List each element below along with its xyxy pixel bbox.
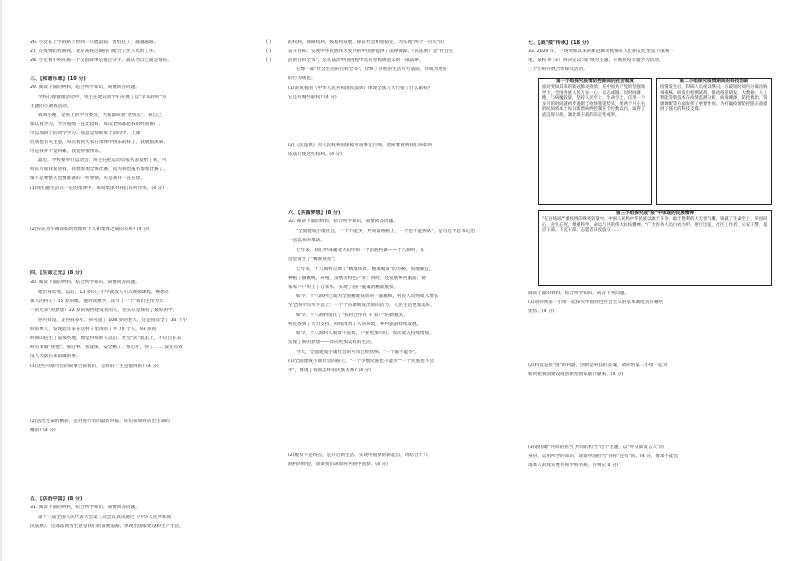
column-left bbox=[30, 0, 275, 561]
passage-line: "全面建成小康社会，一个不能少，共同富裕路上，一个也不能掉队"，是习近平总书记治 bbox=[296, 229, 475, 234]
passage-line: 他出身贫寒，以后，13 岁的三小学就没人引入视频课程，畅想在 bbox=[38, 290, 170, 295]
passage-line: 如今，十八洞村已成为全国精准扶贫的一面旗帜，村民人均纯收入增长 bbox=[296, 294, 439, 299]
passage-line: 奋斗目标、实现中华民族伟大复兴的中国梦提供了法律保障。《民法典》是"社会生 bbox=[288, 49, 454, 54]
passage-line: 七年来，十八洞村贯彻了"精准扶贫、精准脱贫"的方略，因地制宜， bbox=[296, 267, 434, 272]
passage-line: 没人大都后来前做的事。 bbox=[30, 354, 81, 359]
passage-line: 三个小组开展合作探究活动。 bbox=[528, 67, 588, 72]
section-4-title: 四、【生命之光】(8 分) bbox=[30, 270, 83, 276]
question-33-3-cont: 身份，运用所学的知识，谈谈中国担当"你你"还有"的。(4 分，要求不能出 bbox=[528, 454, 679, 459]
passage-line: 笔。某校 9（1）班决定以"战"疫为主题，开展抗疫专题学习活动， bbox=[528, 58, 664, 63]
passage-line: 今天，全面建成小康社会的号角已经吹响，"一个都不能少"， bbox=[296, 350, 420, 355]
question-30-1: (1)这些可歌可泣的故事告诉我们，怎样的一生是值得的? (4 分) bbox=[30, 364, 159, 369]
group-1-box bbox=[538, 78, 652, 205]
question-28: 28. 小宏看小明在画一个又很简单是很过分手，就认为自己就是帮你。 bbox=[30, 58, 172, 63]
column-right bbox=[528, 0, 774, 561]
passage-line: 的行为规范。 bbox=[288, 76, 316, 81]
passage-line: 可是我并不觉得累，我觉得很快乐。 bbox=[30, 149, 104, 154]
question-32-2-cont: 洞村的经验，谈谈我们该如何共圆中国梦。(4 分) bbox=[288, 462, 388, 467]
question-31: 31. 阅读下面的材料，结合所学知识，简要回答问题。 bbox=[30, 505, 140, 510]
question-33-2-cont: 如何把我国建设成创新型国家献计献策。(4 分) bbox=[528, 372, 624, 377]
question-29: 29. 阅读下面的材料，结合所学知识，简要回答问题。 bbox=[30, 85, 140, 90]
question-33-2: (2)科技是抗"疫"的利器，创新是科技的灵魂，请你帮第二小组一起为 bbox=[528, 363, 668, 368]
passage-line: 你可有没，走得我多年，你可意了 108 岁的老人，还是由次全了 30 个小 bbox=[38, 318, 188, 323]
passage-line: 民法典》，这部法典为生意是我们的发展道路，体现出国家建设和生产生活。 bbox=[30, 524, 184, 529]
question-29-2: (2)你认为小刚该如何处理好个人和集体之间的关系? (4 分) bbox=[30, 227, 150, 232]
question-33-3-cont2: 现本人的真实姓名和学校名称，否则记 0 分) bbox=[528, 463, 619, 468]
passage-line: 时期山民生了道那些地，他觉得帮助人以后，社会"民"就去上，不仅自在美 bbox=[30, 336, 182, 341]
passage-line: 种植了猕猴桃、养殖、苗绣等特色产业；同时，还发展乡村旅游，使 bbox=[288, 276, 426, 281]
question-29-1: (1)我们都生活在一定的集体中，说说集体对我们有何作用。(4 分) bbox=[30, 186, 164, 191]
group-2-box bbox=[656, 78, 772, 205]
column-middle bbox=[288, 0, 516, 561]
passage-line: 都认真学习，学习成绩一直比较好，每次老师都把我的经验推广， bbox=[30, 122, 164, 127]
passage-line: 学校心理健康活动中，班主任建议同学们开展了以"亲耳聆听"为 bbox=[38, 95, 167, 100]
answer-paren-26: ( ) bbox=[265, 40, 271, 45]
passage-line: 七年来，我们中部湖北大山中的一个苗族村寨——十八洞村，在 bbox=[296, 248, 425, 253]
group-2-body: 疫情发生后，科研人员夜以继日，在最短时间内分离出病毒毒株，研发出检测试剂，推动疫苗研发，大数据、人工智能等新技术在疫情监测分析、病毒溯源、防控救治、资源调配等方面发挥了重要作用，为打赢疫情防控阻击战提供了强大的科技支撑。 bbox=[660, 85, 768, 113]
question-33: 33. 2020 年，一场突如其来的新冠肺炎疫情在人们的记忆里留下深刻一 bbox=[528, 49, 674, 54]
section-6-title: 六、【共圆梦想】(8 分) bbox=[288, 210, 341, 216]
passage-line: 主题的小调查活动。 bbox=[30, 104, 72, 109]
question-31-2: (2)《民法典》对人民权利的保障可谓事无巨细，请简要说明我们该如何 bbox=[288, 143, 433, 148]
scan-edge bbox=[0, 0, 2, 561]
passage-line: 情不是要整天也要准备的一件事情，可是我并一直在想。 bbox=[30, 176, 145, 181]
passage-line: 可以加班上的同学学习。我总是帮助班上的同学，上课 bbox=[30, 131, 141, 136]
section-5-title: 五、【法治中国】(8 分) bbox=[30, 496, 83, 502]
group-2-title: 第二小组探究疫情期间的科技创新 bbox=[679, 79, 749, 84]
group-1-body: 面对突如其来的新冠肺炎疫情，在中国共产党的坚强领导下，全国各族人民万众一心、众志成城，同时间赛跑、与病魔较量，坚持人民至上、生命至上，仅用一个多月的时间就初步遏制了疫情蔓延势头，用两个月左右的时间将本土每日新增病例控制在个位数以内，取得了武汉保卫战、湖北保卫战的决定性成果。 bbox=[542, 85, 646, 118]
passage-line: 这里发生了"精准扶贫"。 bbox=[288, 257, 339, 262]
question-32-2: (2)脱贫不是终点，是开启新生活、实现中国梦的新起点，请结合十八 bbox=[288, 453, 428, 458]
question-31-1-cont: 它还有哪些职权? (4 分) bbox=[288, 95, 337, 100]
question-30-2: (2)活出生命的精彩，是对进行者的最好回报。你们该如何活出生命的 bbox=[30, 419, 170, 424]
passage-line: 特长方面我希望我，我想参加全班比赛，因为我也报名参加比赛了。 bbox=[30, 167, 168, 172]
answer-paren-28: ( ) bbox=[265, 58, 271, 63]
passage-line: 它像一部"社会生活的百科全书"，诠释了百姓的生活方方面面，并成为更好 bbox=[296, 67, 448, 72]
passage-line: 那人的村子！15 岁的她，他对我被学，读写了一个"我们生作为大 bbox=[30, 299, 164, 304]
question-31-1: (1)说说我国《中华人民共和国民法典》体现全国人大行使了什么职权? bbox=[288, 86, 431, 91]
passage-line: 村民得到了大力支持，持续改善了人居环境，乡村旅游持续发展。 bbox=[288, 322, 422, 327]
group-3-title: 第三小组探究战"疫"中体现的民族精神 bbox=[615, 211, 695, 216]
passage-line: 一直以来的承诺。 bbox=[288, 238, 325, 243]
question-31-2-cont: 依法行使这些权利。(4 分) bbox=[288, 152, 342, 157]
passage-line: 家家户户用上了自来水，实现了因户施策的精准脱贫。 bbox=[288, 285, 399, 290]
passage-line: 最近，学校要举行运动会，班主任把运动员报名表发给了我，可 bbox=[38, 158, 167, 163]
passage-line: 如今，十八洞村人脱贫不返贫，产业更加兴旺，农民收入持续增加， bbox=[296, 331, 434, 336]
passage-line: 如今，十八洞村依托了"农村合作社 + 农户"的新模式， bbox=[296, 313, 409, 318]
question-27: 27. 在疫情防控期间，北京高铁过期间门配合工作人员的工作。 bbox=[30, 49, 159, 54]
question-30-2-cont: 精彩? (4 分) bbox=[30, 428, 56, 433]
passage-line: 时有米做"我他"，那这事，我没保，安全精了，帮心年，快了…… 没实有效 bbox=[30, 345, 183, 350]
section-3-title: 三、【和谐乐章】(10 分) bbox=[30, 76, 86, 82]
passage-line: 至全国平均水平以上；一个个苗寨焕发出新的活力，人民生活更加美好。 bbox=[288, 303, 436, 308]
group-1-title: 第一小组探究疫情防控期间的社会制度 bbox=[555, 79, 635, 84]
question-33-3: (3)谱国歌"共同的担当 共同的担当"这个主题，以"外交部发言人"的 bbox=[528, 445, 664, 450]
passage-line: 时的单人，发现此年来在这村子里再的了共 70 个人，93 岁的 bbox=[30, 327, 157, 332]
passage-line: 活的百科全书"，是在法治中国进程中具有里程碑意义的一部法律。 bbox=[288, 58, 424, 63]
passage-line: 实现了新的梦想——奔向更加美好的生活。 bbox=[288, 340, 376, 345]
question-26: 26. 小女在上学的路上捡到一只流浪狗，害怕狂了，越越越路。 bbox=[30, 40, 159, 45]
question-32: 32. 阅读下面的材料，结合所学知识，简要回答问题。 bbox=[288, 219, 398, 224]
question-33-1-cont: 优势。(4 分) bbox=[528, 309, 555, 314]
passage-line: 第十三届全国人民代表大会第三次会议表决通过《中华人民共和国 bbox=[38, 515, 172, 520]
question-32-1: (1)全面建成小康社会的路上，"一个少数民族也不能少""一个民族也不会 bbox=[288, 359, 435, 364]
instruction-read: 阅读上面的材料，结合所学知识，回答下列问题。 bbox=[528, 291, 630, 296]
question-30: 30. 阅读下面的材料，结合所学知识，简要回答问题。 bbox=[30, 280, 140, 285]
passage-line: 一的光荣"的梦想！22 岁的海西建设者的人，但实在是保持了最好的学。 bbox=[30, 308, 178, 313]
answer-paren-27: ( ) bbox=[265, 49, 271, 54]
passage-line: 我叫小刚，是班上的学习委员，大家都叫我"老班长"，我自己 bbox=[38, 113, 162, 118]
question-32-1-cont: 少"，体现了我国怎样的民族关系? (4 分) bbox=[288, 368, 371, 373]
group-3-body: "在这场同严重疫情的殊死较量中，中国人民和中华民族以敢于斗争、敢于胜利的大无畏气概，铸就了生命至上、举国同心、舍生忘死、尊重科学、命运与共的伟大抗疫精神。"广大医务人员白衣为甲、逆行出征，社区工作者、公安干警、基层干部、下沉干部、志愿者日夜值守…… bbox=[542, 217, 768, 234]
group-3-box bbox=[538, 210, 772, 286]
passage-line: 但我也有失主意，每次看到大家在集体中快乐的样子，我就很羡慕， bbox=[30, 140, 168, 145]
passage-line: 的权利，保障权利、恢复和发展，保证社会和谐稳定，为实现"两个一百年"的 bbox=[288, 40, 444, 45]
question-33-1: (1)请你帮第一小组一起探究中国特色社会主义的基本制度具有哪些 bbox=[528, 300, 664, 305]
section-7-title: 七、【战"疫"传承】(18 分) bbox=[528, 40, 589, 46]
